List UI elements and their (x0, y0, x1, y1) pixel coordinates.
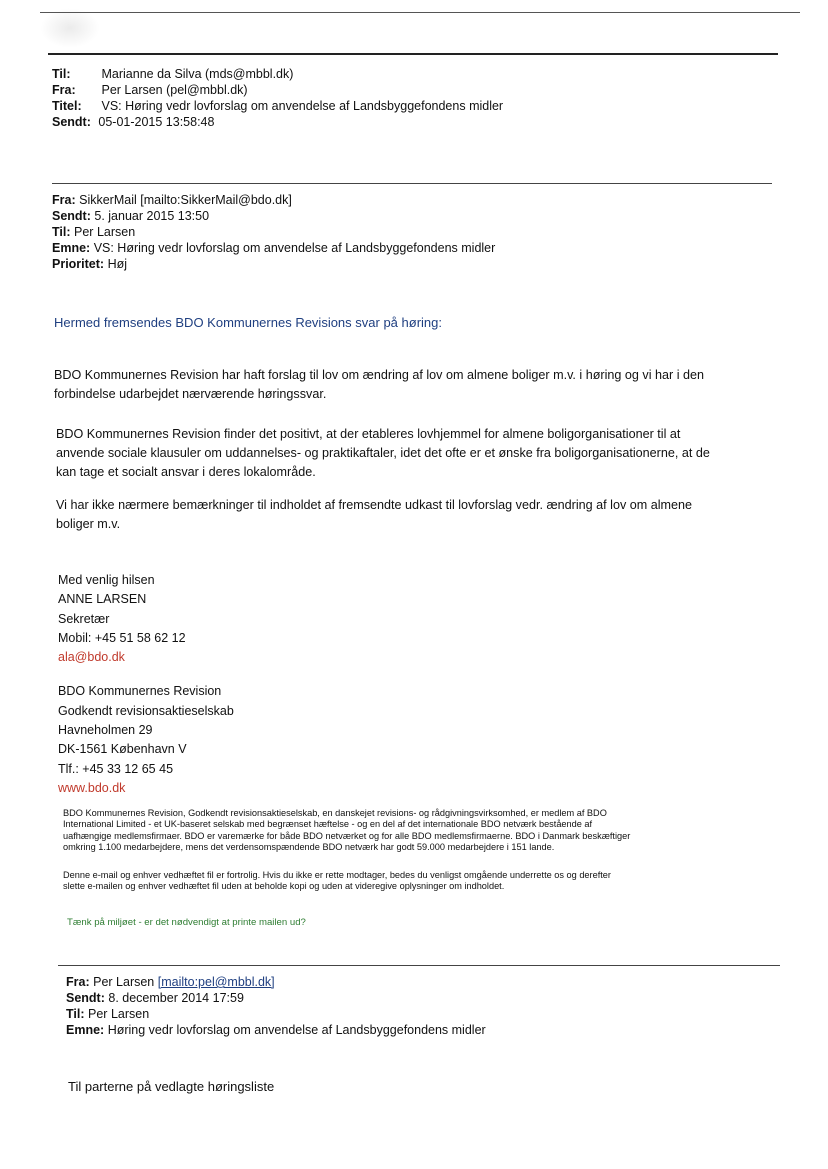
disclaimer-confidential-line-1: Denne e-mail og enhver vedhæftet fil er fortrolig. Hvis du ikke er rette modtager, bedes du venligst omgående underrette os og derefter (63, 870, 611, 880)
paragraph-3-line-2: boliger m.v. (56, 517, 121, 531)
email3-to-label: Til: (66, 1007, 85, 1021)
email2-to-label: Til: (52, 225, 71, 239)
email1-title-value: VS: Høring vedr lovforslag om anvendelse af Landsbyggefondens midler (101, 99, 504, 113)
email1-from-value: Per Larsen (pel@mbbl.dk) (101, 83, 248, 97)
email1-to-value: Marianne da Silva (mds@mbbl.dk) (101, 67, 294, 81)
email3-to-row (66, 1008, 486, 1024)
header-divider-3 (58, 965, 780, 966)
email2-header (52, 194, 495, 274)
scan-smudge (40, 8, 100, 48)
top-divider (40, 12, 800, 13)
eco-notice: Tænk på miljøet - er det nødvendigt at printe mailen ud? (67, 917, 306, 928)
email2-priority-label: Prioritet: (52, 257, 105, 271)
email1-header (52, 68, 503, 132)
email1-from-label: Fra: (52, 83, 76, 97)
signature-company: BDO Kommunernes Revision (58, 684, 222, 699)
email2-sent-value: 5. januar 2015 13:50 (94, 209, 210, 223)
email1-sent-label: Sendt: (52, 115, 91, 129)
email1-sent-row (52, 116, 503, 132)
signature-name: ANNE LARSEN (58, 592, 147, 607)
email1-to-row (52, 68, 503, 84)
email3-subject-value: Høring vedr lovforslag om anvendelse af Landsbyggefondens midler (107, 1023, 486, 1037)
disclaimer-company-line-1: BDO Kommunernes Revision, Godkendt revisionsaktieselskab, en danskejet revisions- og rådgivningsvirksomhed, er medlem af BDO (63, 808, 607, 818)
email3-header (66, 976, 486, 1040)
signature-street: Havneholmen 29 (58, 723, 153, 738)
signature-spacer (58, 670, 234, 685)
email2-subject-label: Emne: (52, 241, 91, 255)
email2-from-value: SikkerMail [mailto:SikkerMail@bdo.dk] (79, 193, 292, 207)
paragraph-1-line-2: forbindelse udarbejdet nærværende høringssvar. (54, 387, 327, 401)
paragraph-2-line-3: kan tage et socialt ansvar i deres lokalområde. (56, 465, 316, 479)
email1-title-label: Titel: (52, 99, 82, 113)
email2-priority-value: Høj (107, 257, 128, 271)
disclaimer-company-line-4: omkring 1.100 medarbejdere, mens det verdensomspændende BDO netværk har godt 59.000 medarbejdere i 151 lande. (63, 842, 555, 853)
email3-sent-value: 8. december 2014 17:59 (108, 991, 244, 1005)
email2-subject-value: VS: Høring vedr lovforslag om anvendelse af Landsbyggefondens midler (93, 241, 496, 255)
signature (58, 574, 234, 801)
email1-to-label: Til: (52, 67, 71, 81)
signature-greeting: Med venlig hilsen (58, 573, 155, 587)
signature-city: DK-1561 København V (58, 742, 187, 757)
paragraph-3 (56, 496, 692, 534)
disclaimer-company-line-3: uafhængige medlemsfirmaer. BDO er varemærke for både BDO netværket og for alle BDO medlemsfirmaerne. BDO i Danmark beskæftiger (63, 830, 631, 841)
email2-sent-label: Sendt: (52, 209, 91, 223)
signature-role: Sekretær (58, 611, 110, 626)
email3-subject-row (66, 1024, 486, 1040)
email1-sent-value: 05-01-2015 13:58:48 (98, 115, 215, 129)
email3-to-value: Per Larsen (88, 1007, 150, 1021)
email1-from-row (52, 84, 503, 100)
disclaimer-company (63, 808, 630, 854)
email3-from-mailto-link[interactable]: [mailto:pel@mbbl.dk] (157, 975, 275, 989)
email3-sent-label: Sendt: (66, 991, 105, 1005)
signature-mobile: Mobil: +45 51 58 62 12 (58, 630, 186, 645)
email3-sent-row (66, 992, 486, 1008)
email3-subject-label: Emne: (66, 1023, 105, 1037)
signature-email-link[interactable]: ala@bdo.dk (58, 650, 125, 665)
email3-from-row (66, 976, 486, 992)
email2-to-row (52, 226, 495, 242)
email1-title-row (52, 100, 503, 116)
paragraph-2 (56, 425, 710, 482)
email2-sent-row (52, 210, 495, 226)
paragraph-1-line-1: BDO Kommunernes Revision har haft forslag til lov om ændring af lov om almene boliger m.v. i høring og vi har i den (54, 368, 705, 382)
header-divider-2 (52, 183, 772, 184)
paragraph-2-line-2: anvende sociale klausuler om uddannelses- og praktikaftaler, idet det ofte er et ønske fra boligorganisationerne, at de (56, 446, 710, 460)
signature-company-type: Godkendt revisionsaktieselskab (58, 703, 234, 718)
signature-website-link[interactable]: www.bdo.dk (58, 780, 126, 795)
email3-from-label: Fra: (66, 975, 90, 989)
email3-closing: Til parterne på vedlagte høringsliste (68, 1079, 275, 1094)
header-divider-1 (48, 53, 778, 55)
disclaimer-confidential (63, 870, 611, 893)
paragraph-3-line-1: Vi har ikke nærmere bemærkninger til indholdet af fremsendte udkast til lovforslag vedr. ændring af lov om almene (56, 498, 693, 512)
email2-from-row (52, 194, 495, 210)
email2-from-label: Fra: (52, 193, 76, 207)
intro-line: Hermed fremsendes BDO Kommunernes Revisions svar på høring: (54, 315, 442, 330)
disclaimer-company-line-2: International Limited - et UK-baseret selskab med begrænset hæftelse - og en del af det internationale BDO netværk bestående af (63, 819, 593, 830)
paragraph-2-line-1: BDO Kommunernes Revision finder det positivt, at der etableres lovhjemmel for almene boligorganisationer til at (56, 427, 681, 441)
email3-from-name: Per Larsen (93, 975, 155, 989)
email2-priority-row (52, 258, 495, 274)
signature-phone: Tlf.: +45 33 12 65 45 (58, 761, 174, 776)
email2-subject-row (52, 242, 495, 258)
disclaimer-confidential-line-2: slette e-mailen og enhver vedhæftet fil uden at beholde kopi og uden at videregive oplysninger om indholdet. (63, 881, 505, 892)
email2-to-value: Per Larsen (74, 225, 136, 239)
paragraph-1 (54, 366, 704, 404)
